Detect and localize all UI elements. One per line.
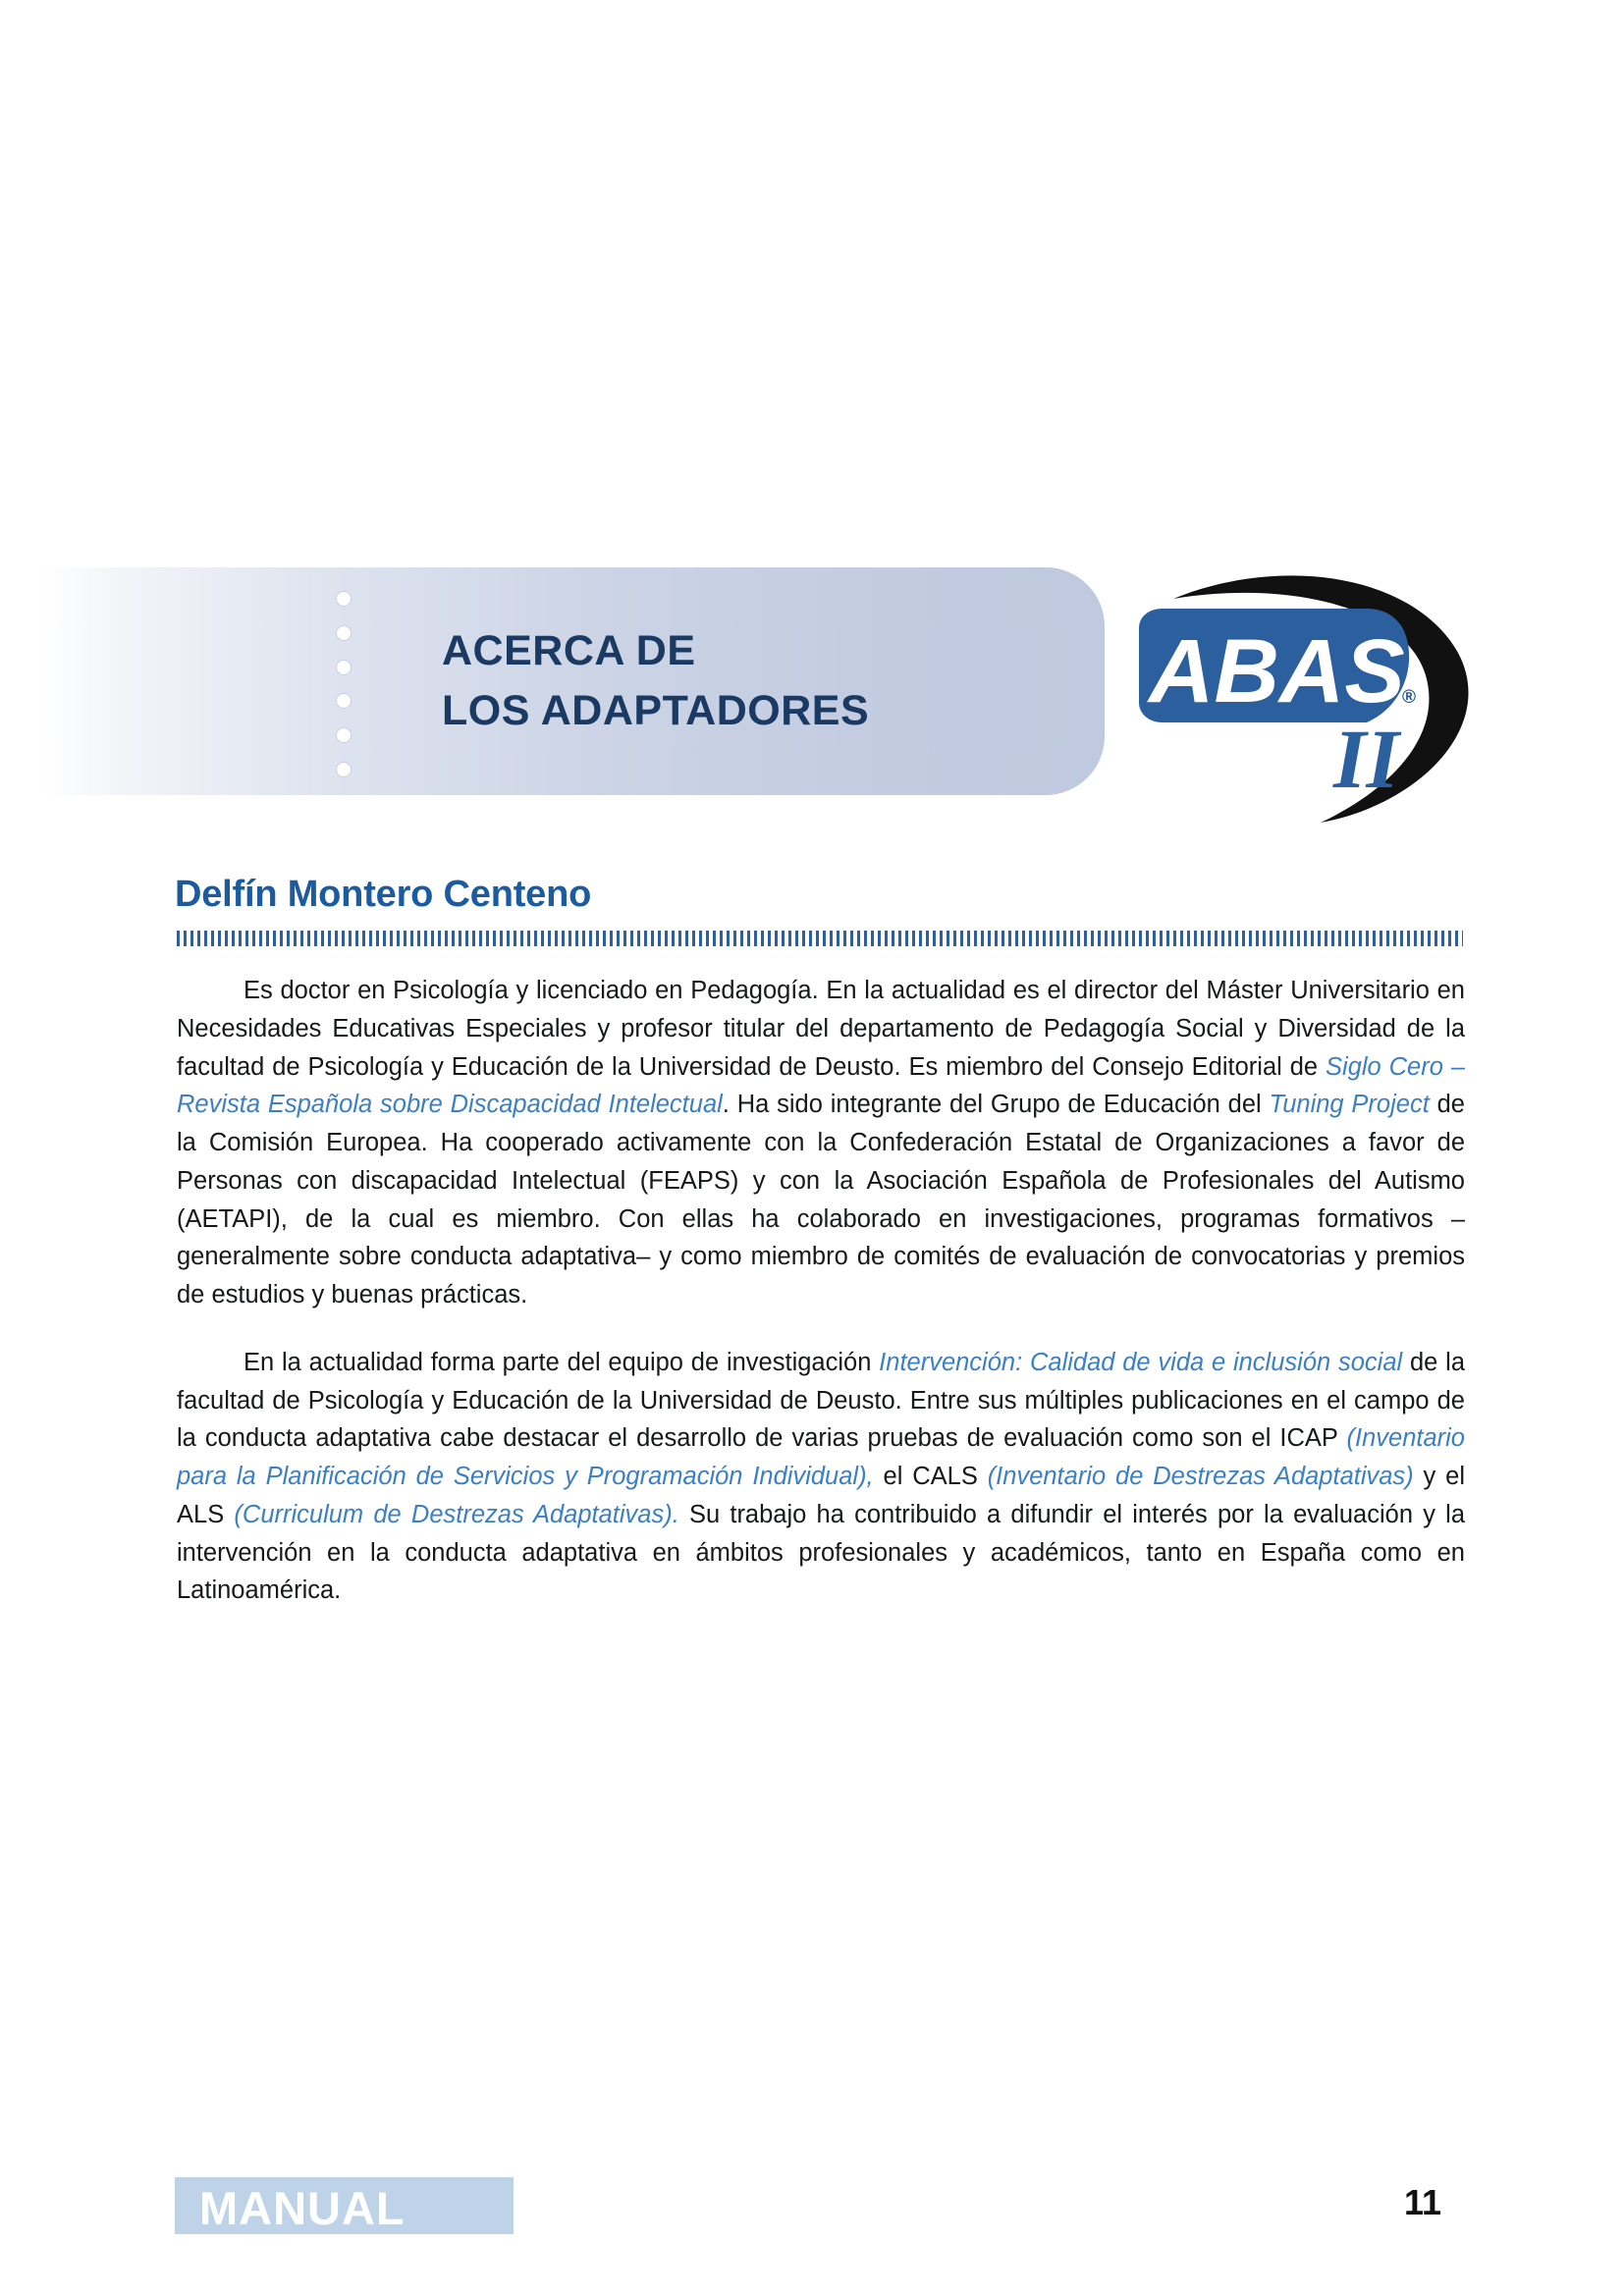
banner-dot xyxy=(336,660,352,675)
italic-run: Tuning Project xyxy=(1269,1091,1430,1119)
banner-dot xyxy=(336,693,352,709)
abas-ii-logo-art xyxy=(1119,560,1492,834)
text-run: Su trabajo ha contribuido a difundir el interés por la evaluación y la intervención en la conducta adaptativa en ámbitos profesionales y académicos, tanto en España como en Latinoamérica. xyxy=(177,1500,1465,1605)
registered-trademark-icon: ® xyxy=(1402,687,1416,708)
biography-paragraph-1 xyxy=(177,972,1465,1314)
decorative-divider xyxy=(177,931,1463,946)
text-run: el CALS xyxy=(873,1463,988,1490)
italic-run: (Inventario para la Planificación de Servicios y Programación Individual), xyxy=(177,1424,1465,1490)
svg-text:II: II xyxy=(1333,712,1399,806)
text-run: . Ha sido integrante del Grupo de Educación del xyxy=(722,1091,1270,1119)
author-name-heading: Delfín Montero Centeno xyxy=(175,874,592,915)
banner-dot xyxy=(336,625,352,641)
section-title-line-1: ACERCA DE xyxy=(442,627,696,674)
section-title-line-2: LOS ADAPTADORES xyxy=(442,687,870,735)
text-run: de la Comisión Europea. Ha cooperado activamente con la Confederación Estatal de Organizaciones a favor de Personas con discapacidad Intelectual (FEAPS) y con la Asociación Española de Profesionales del Autismo (AETAPI), de la cual es miembro. Con ellas ha colaborado en investigaciones, programas formativos –generalmente sobre conducta adaptativa– y como miembro de comités de evaluación de convocatorias y premios de estudios y buenas prácticas. xyxy=(177,1091,1465,1308)
text-run: de la facultad de Psicología y Educación de la Universidad de Deusto. Entre sus múltiples publicaciones en el campo de la conducta adaptativa cabe destacar el desarrollo de varias pruebas de evaluación como son el ICAP xyxy=(177,1348,1465,1453)
text-run: y el ALS xyxy=(177,1463,1465,1528)
italic-run: (Inventario de Destrezas Adaptativas) xyxy=(987,1463,1414,1490)
section-header-banner xyxy=(39,567,1105,795)
text-run: Es doctor en Psicología y licenciado en Pedagogía. En la actualidad es el director del Máster Universitario en Necesidades Educativas Especiales y profesor titular del departamento de Pedagogía Social y Diversidad de la facultad de Psicología y Educación de la Universidad de Deusto. Es miembro del Consejo Editorial de xyxy=(177,977,1465,1081)
italic-run: (Curriculum de Destrezas Adaptativas). xyxy=(234,1500,679,1528)
banner-dot xyxy=(336,762,352,777)
text-run: En la actualidad forma parte del equipo de investigación xyxy=(244,1348,880,1376)
abas-ii-logo xyxy=(1119,560,1492,834)
svg-text:ABAS: ABAS xyxy=(1149,621,1405,721)
italic-run: Siglo Cero – Revista Española sobre Discapacidad Intelectual xyxy=(177,1052,1466,1119)
section-title xyxy=(442,621,1051,741)
page-number: 11 xyxy=(1404,2182,1442,2222)
banner-dot xyxy=(336,727,352,743)
banner-dot-column xyxy=(334,591,353,777)
biography-paragraph-2 xyxy=(177,1344,1465,1610)
banner-dot xyxy=(336,591,352,607)
footer-label: MANUAL xyxy=(199,2182,406,2234)
author-biography xyxy=(177,972,1465,1639)
italic-run: Intervención: Calidad de vida e inclusión social xyxy=(879,1348,1403,1376)
